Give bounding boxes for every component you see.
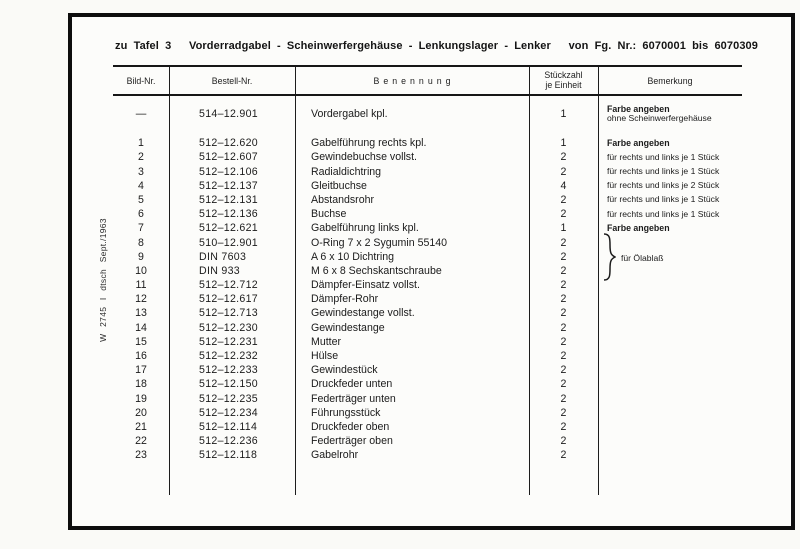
brace-note: für Ölablaß [621,253,664,263]
table-row [113,349,742,363]
bemerkung-cell [598,420,742,434]
bemerkung-cell [598,448,742,462]
bild-nr-cell: — [135,108,147,120]
bemerkung-cell [598,264,742,278]
bild-nr-cell: 16 [135,350,147,362]
stueckzahl-cell: 2 [560,193,567,206]
print-reference-note: W 2745 I dtsch Sept./1963 [98,218,108,342]
bestell-nr-cell: DIN 7603 [199,250,247,263]
bild-nr-cell: 21 [135,420,147,433]
stueckzahl-cell: 2 [560,449,567,462]
bestell-nr-cell: 512–12.236 [199,435,258,448]
table-row [113,165,742,179]
benennung-cell: Gewindestück [311,364,378,377]
bemerkung-cell [598,207,742,221]
benennung-cell: Dämpfer-Rohr [311,293,379,306]
stueckzahl-cell: 2 [560,406,567,419]
parts-table [113,65,742,495]
stueckzahl-cell: 2 [560,321,567,334]
bild-nr-cell: 14 [135,321,147,334]
bild-nr-cell: 17 [135,364,147,377]
bild-nr-cell: 8 [138,236,144,249]
bestell-nr-cell: 512–12.150 [199,378,258,391]
bestell-nr-cell: 512–12.620 [199,137,258,150]
stueckzahl-cell: 2 [560,250,567,263]
benennung-cell: Federträger unten [311,392,396,405]
bestell-nr-cell: 512–12.131 [199,193,258,206]
benennung-cell: Dämpfer-Einsatz vollst. [311,279,420,292]
stueckzahl-cell: 1 [560,108,567,120]
page-title [115,40,758,52]
stueckzahl-cell: 2 [560,307,567,320]
bestell-nr-cell: 512–12.106 [199,165,258,178]
header-bestell-nr: Bestell-Nr. [211,75,253,86]
bemerkung-cell [598,335,742,349]
bestell-nr-cell: DIN 933 [199,264,240,277]
bild-nr-cell: 9 [138,250,144,263]
bemerkung-cell [598,103,742,124]
remark-text-line: für rechts und links je 1 Stück [607,166,720,177]
benennung-cell: Gleitbuchse [311,179,367,192]
bestell-nr-cell: 512–12.713 [199,307,258,320]
title-main: Vorderradgabel - Scheinwerfergehäuse - Lenkungslager - Lenker [188,40,551,52]
table-row [113,292,742,306]
benennung-cell: Gewindestange vollst. [311,307,415,320]
benennung-cell: Mutter [311,335,342,348]
title-prefix: zu Tafel 3 [115,40,172,52]
remark-text-line: für rechts und links je 1 Stück [607,194,720,205]
benennung-cell: Gabelrohr [311,449,359,462]
bestell-nr-cell: 512–12.230 [199,321,258,334]
bild-nr-cell: 7 [138,222,144,235]
table-row [113,321,742,335]
stueckzahl-cell: 2 [560,350,567,362]
benennung-cell: A 6 x 10 Dichtring [311,250,395,263]
benennung-cell: Gewindebuchse vollst. [311,151,417,164]
remark-text-line: für rechts und links je 1 Stück [607,151,720,162]
table-row [113,136,742,150]
bemerkung-cell [598,136,742,150]
bemerkung-cell [598,236,742,250]
table-row [113,406,742,420]
bemerkung-cell [598,434,742,448]
benennung-cell: Führungsstück [311,406,381,419]
stueckzahl-cell: 2 [560,392,567,405]
stueckzahl-cell: 2 [560,293,567,306]
table-row [113,306,742,320]
stueckzahl-cell: 2 [560,165,567,178]
remark-bold-line: Farbe angeben [607,103,670,114]
bild-nr-cell: 10 [135,264,147,277]
stueckzahl-cell: 2 [560,435,567,448]
stueckzahl-cell: 2 [560,279,567,292]
stueckzahl-cell: 2 [560,378,567,391]
bemerkung-cell [598,165,742,179]
stueckzahl-cell: 1 [560,222,567,235]
bild-nr-cell: 23 [135,449,147,462]
benennung-cell: Vordergabel kpl. [311,108,388,120]
bestell-nr-cell: 512–12.233 [199,364,258,377]
header-stueckzahl-line2: je Einheit [545,79,582,90]
bestell-nr-cell: 512–12.137 [199,179,258,192]
benennung-cell: M 6 x 8 Sechskantschraube [311,264,442,277]
benennung-cell: Federträger oben [311,435,393,448]
bild-nr-cell: 15 [135,335,147,348]
table-row [113,392,742,406]
bild-nr-cell: 19 [135,392,147,405]
bemerkung-cell [598,193,742,207]
header-stueckzahl [529,71,598,90]
bild-nr-cell: 6 [138,208,144,221]
bemerkung-cell [598,392,742,406]
table-row [113,363,742,377]
bestell-nr-cell: 512–12.235 [199,392,258,405]
table-body [113,96,742,463]
bemerkung-cell [598,278,742,292]
bemerkung-cell [598,306,742,320]
stueckzahl-cell: 4 [560,179,567,192]
bestell-nr-cell: 512–12.232 [199,350,258,362]
remark-bold-line: Farbe angeben [607,222,670,233]
stueckzahl-cell: 2 [560,151,567,164]
header-bemerkung: Bemerkung [647,75,693,86]
stueckzahl-cell: 1 [560,137,567,150]
bemerkung-cell [598,221,742,235]
group-brace [602,233,616,286]
bestell-nr-cell: 512–12.621 [199,222,258,235]
stueckzahl-cell: 2 [560,264,567,277]
table-row [113,207,742,221]
remark-text-line: ohne Scheinwerfergehäuse [607,113,712,124]
benennung-cell: Gabelführung links kpl. [311,222,419,235]
benennung-cell: Hülse [311,350,339,362]
stueckzahl-cell: 2 [560,364,567,377]
table-row [113,150,742,164]
bild-nr-cell: 22 [135,435,147,448]
bemerkung-cell [598,363,742,377]
table-row [113,377,742,391]
table-row [113,179,742,193]
bild-nr-cell: 5 [138,193,144,206]
table-row [113,103,742,124]
bild-nr-cell: 20 [135,406,147,419]
stueckzahl-cell: 2 [560,236,567,249]
table-row [113,236,742,250]
bemerkung-cell [598,377,742,391]
table-row [113,221,742,235]
benennung-cell: Radialdichtring [311,165,382,178]
bild-nr-cell: 2 [138,151,144,164]
bild-nr-cell: 13 [135,307,147,320]
bestell-nr-cell: 514–12.901 [199,108,258,120]
bild-nr-cell: 4 [138,179,144,192]
bemerkung-cell [598,150,742,164]
bild-nr-cell: 3 [138,165,144,178]
title-suffix: von Fg. Nr.: 6070001 bis 6070309 [568,40,758,52]
bestell-nr-cell: 512–12.712 [199,279,258,292]
benennung-cell: Buchse [311,208,347,221]
bemerkung-cell [598,349,742,363]
table-row [113,448,742,462]
bestell-nr-cell: 512–12.114 [199,420,258,433]
table-row [113,335,742,349]
bestell-nr-cell: 512–12.234 [199,406,258,419]
table-row [113,434,742,448]
bestell-nr-cell: 510–12.901 [199,236,258,249]
bemerkung-cell [598,292,742,306]
header-benennung: Benennung [373,75,455,86]
bemerkung-cell [598,179,742,193]
bemerkung-cell [598,406,742,420]
benennung-cell: Gabelführung rechts kpl. [311,137,427,150]
remark-bold-line: Farbe angeben [607,137,670,148]
benennung-cell: Abstandsrohr [311,193,375,206]
bemerkung-cell [598,321,742,335]
remark-text-line: für rechts und links je 2 Stück [607,180,720,191]
bestell-nr-cell: 512–12.607 [199,151,258,164]
bild-nr-cell: 18 [135,378,147,391]
bild-nr-cell: 1 [138,137,144,150]
row-gap [113,121,742,136]
curly-brace-icon [602,233,616,281]
header-stueckzahl-line1: Stückzahl [544,70,583,80]
bestell-nr-cell: 512–12.118 [199,449,258,462]
stueckzahl-cell: 2 [560,208,567,221]
bestell-nr-cell: 512–12.136 [199,208,258,221]
table-row [113,193,742,207]
bild-nr-cell: 12 [135,293,147,306]
stueckzahl-cell: 2 [560,335,567,348]
remark-text-line: für rechts und links je 1 Stück [607,208,720,219]
benennung-cell: O-Ring 7 x 2 Sygumin 55140 [311,236,448,249]
benennung-cell: Gewindestange [311,321,385,334]
table-header-row [113,65,742,96]
table-row [113,420,742,434]
table-row [113,264,742,278]
bemerkung-cell [598,250,742,264]
benennung-cell: Druckfeder unten [311,378,393,391]
benennung-cell: Druckfeder oben [311,420,390,433]
header-bild-nr: Bild-Nr. [126,75,156,86]
bestell-nr-cell: 512–12.617 [199,293,258,306]
bestell-nr-cell: 512–12.231 [199,335,258,348]
bild-nr-cell: 11 [135,279,147,292]
table-row [113,278,742,292]
stueckzahl-cell: 2 [560,420,567,433]
